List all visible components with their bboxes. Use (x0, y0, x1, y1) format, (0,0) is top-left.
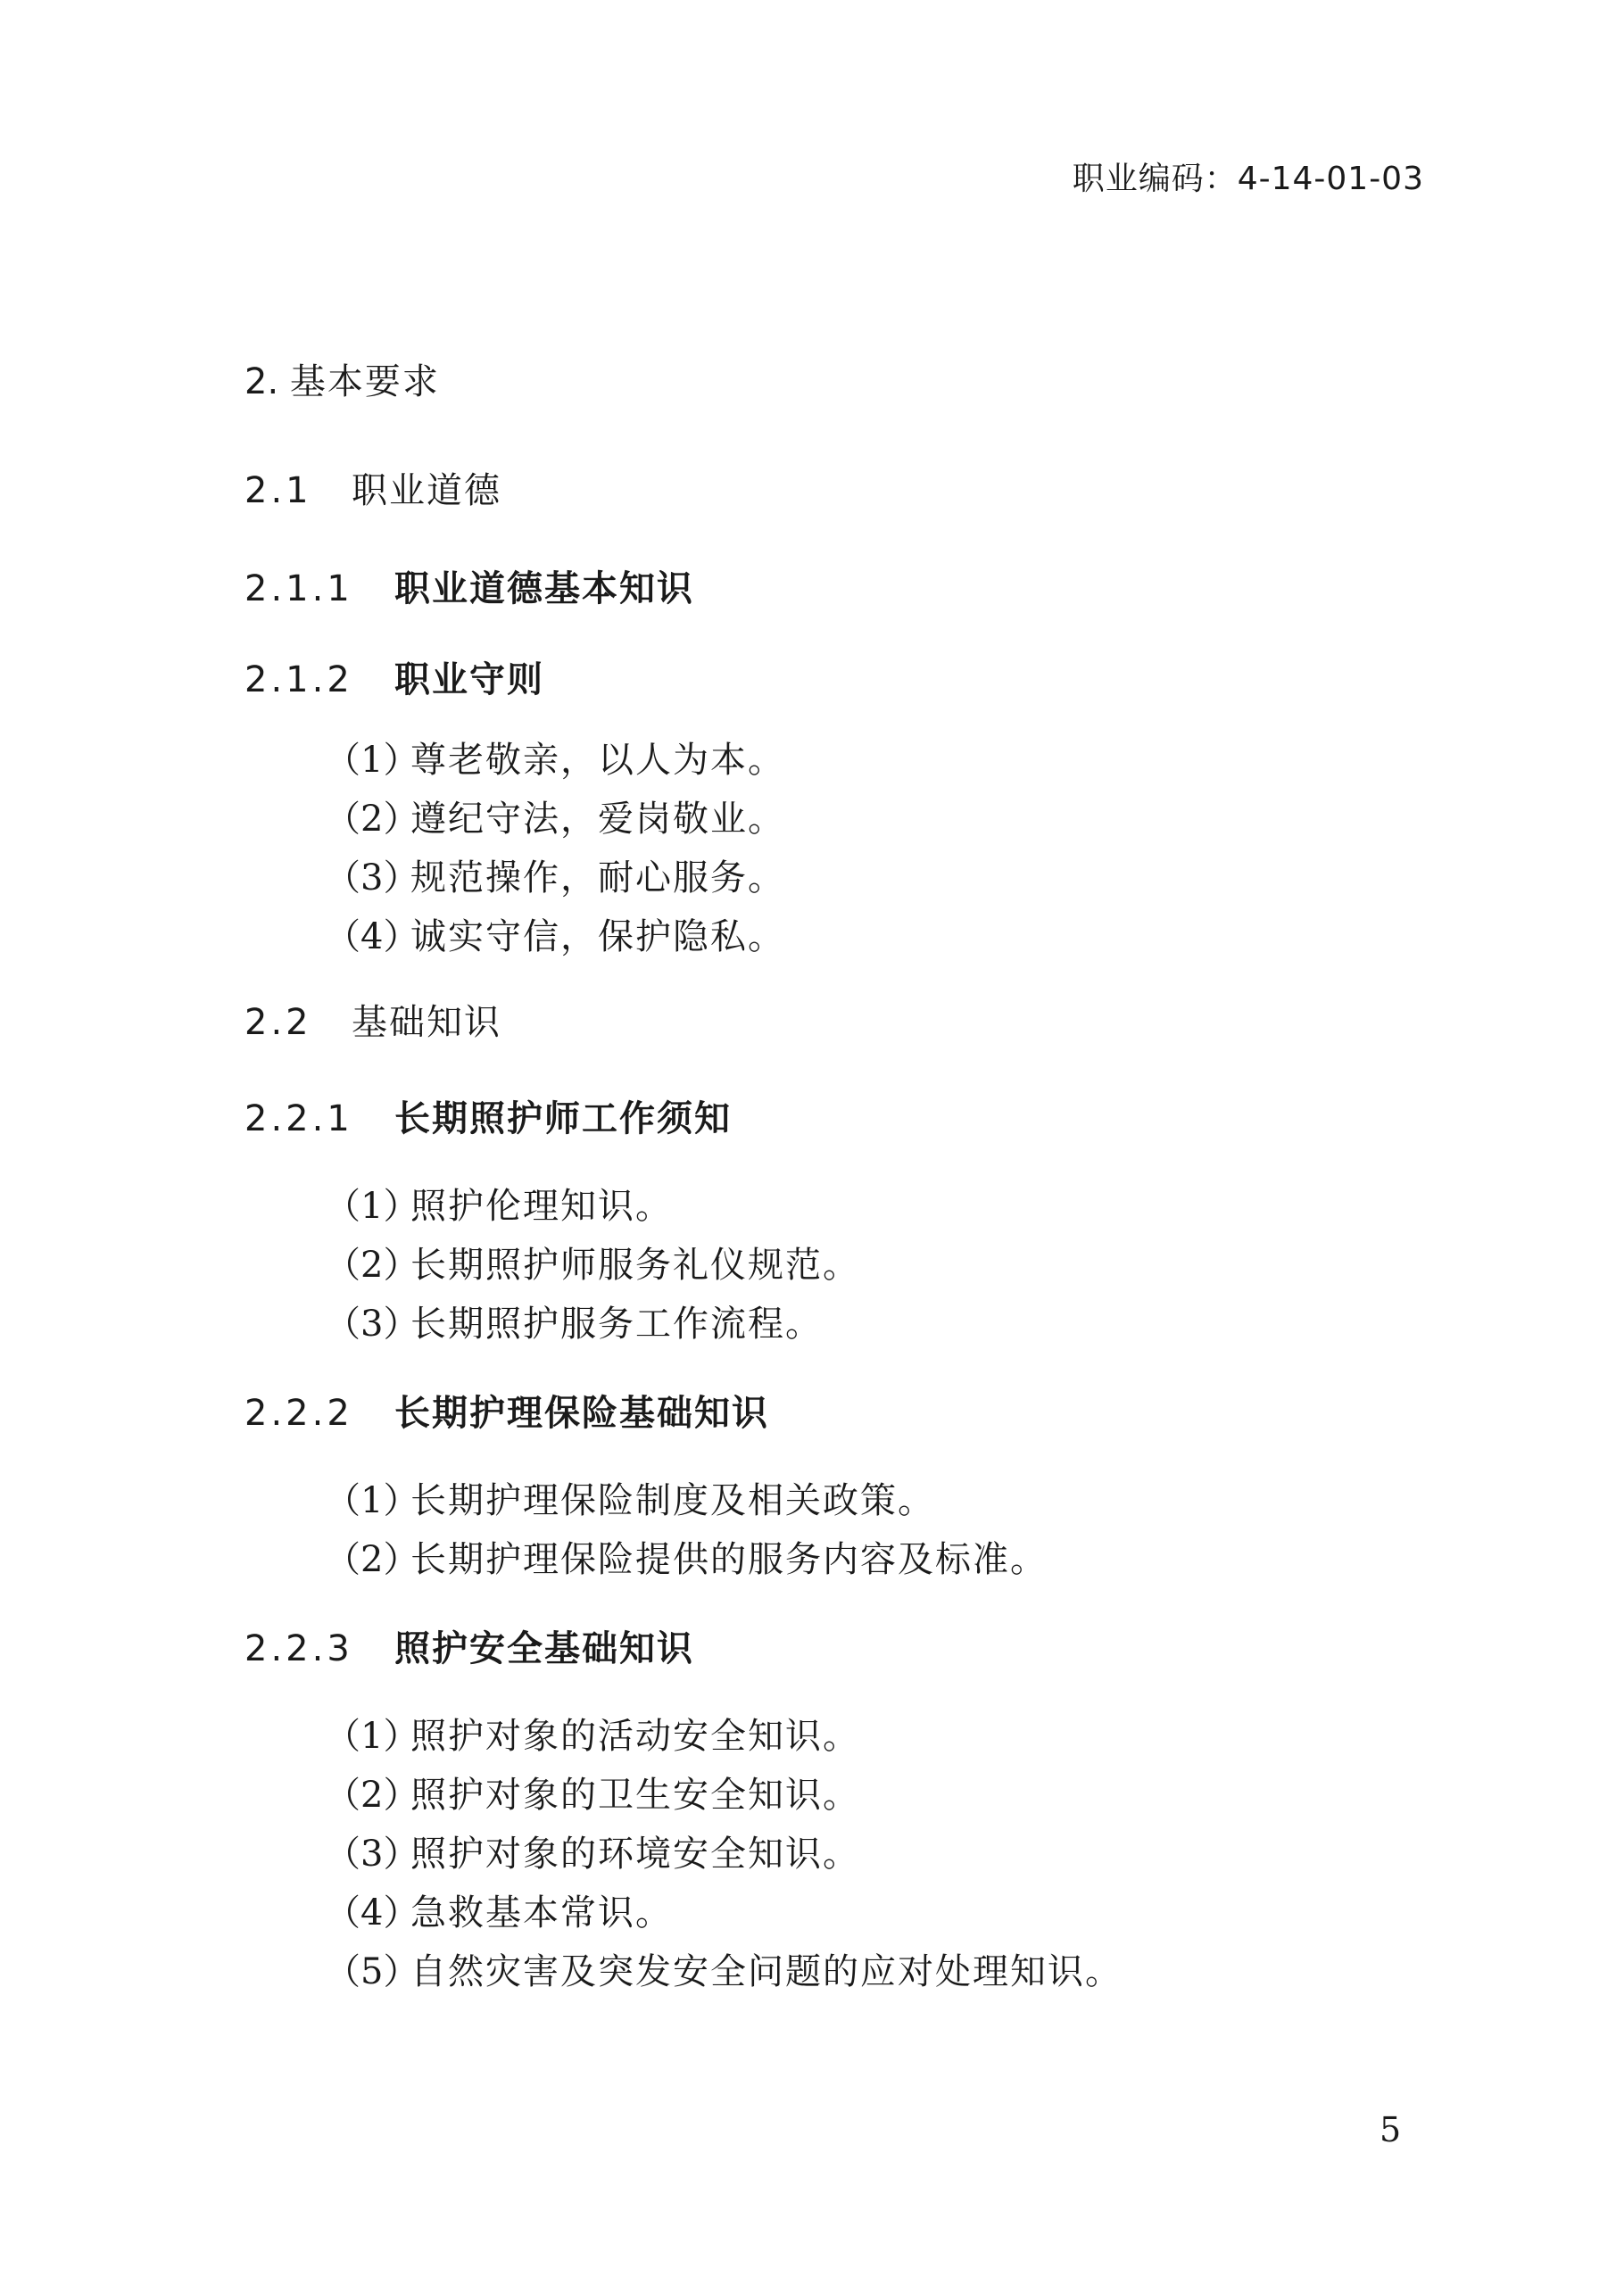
section-heading-basic-requirements (244, 353, 440, 404)
heading-2-1-1 (244, 560, 694, 611)
item-text: 自然灾害及突发安全问题的应对处理知识。 (410, 1951, 1123, 1992)
item-text: 长期照护师服务礼仪规范。 (410, 1245, 860, 1286)
item-number: （3） (325, 1834, 419, 1875)
item-number: （2） (325, 799, 419, 840)
item-text: 照护对象的环境安全知识。 (410, 1834, 860, 1875)
item-text: 照护伦理知识。 (410, 1186, 673, 1227)
item-number: （5） (325, 1951, 419, 1992)
item-number: （1） (325, 740, 419, 781)
item-text: 诚实守信，保护隐私。 (410, 916, 785, 957)
list-item (325, 1178, 673, 1229)
list-item (325, 1708, 860, 1759)
heading-number: 2.2.3 (244, 1628, 353, 1669)
heading-number: 2.1.1 (244, 568, 353, 609)
item-text: 急救基本常识。 (410, 1892, 673, 1933)
heading-title: 基础知识 (352, 1002, 501, 1043)
list-item (325, 1531, 1048, 1582)
section-title: 基本要求 (289, 361, 440, 402)
section-number: 2. (244, 361, 279, 402)
item-number: （2） (325, 1775, 419, 1816)
item-number: （4） (325, 1892, 419, 1933)
heading-number: 2.2 (244, 1002, 312, 1043)
item-text: 遵纪守法，爱岗敬业。 (410, 799, 785, 840)
list-item (325, 1237, 860, 1288)
heading-2-1-2 (244, 651, 544, 702)
list-item (325, 1472, 935, 1523)
list-item (325, 1884, 673, 1935)
item-text: 长期护理保险制度及相关政策。 (410, 1480, 935, 1521)
heading-2-2-1 (244, 1090, 732, 1141)
heading-title: 长期照护师工作须知 (394, 1098, 732, 1139)
item-text: 长期照护服务工作流程。 (410, 1304, 823, 1345)
heading-number: 2.2.2 (244, 1393, 353, 1434)
item-text: 尊老敬亲，以人为本。 (410, 740, 785, 781)
heading-2-2-2 (244, 1385, 769, 1436)
list-item (325, 1296, 823, 1346)
item-text: 照护对象的卫生安全知识。 (410, 1775, 860, 1816)
page-number: 5 (1380, 2110, 1402, 2149)
heading-2-2 (244, 994, 501, 1045)
heading-2-1 (244, 462, 501, 513)
item-number: （3） (325, 1304, 419, 1345)
item-text: 长期护理保险提供的服务内容及标准。 (410, 1539, 1048, 1580)
heading-title: 职业守则 (394, 659, 544, 700)
item-number: （2） (325, 1539, 419, 1580)
heading-number: 2.2.1 (244, 1098, 353, 1139)
list-item (325, 732, 785, 782)
heading-title: 职业道德基本知识 (394, 568, 694, 609)
heading-2-2-3 (244, 1620, 694, 1671)
heading-title: 照护安全基础知识 (394, 1628, 694, 1669)
list-item (325, 791, 785, 841)
item-number: （1） (325, 1480, 419, 1521)
list-item (325, 908, 785, 959)
heading-number: 2.1 (244, 470, 312, 511)
heading-title: 职业道德 (352, 470, 501, 511)
item-number: （1） (325, 1716, 419, 1757)
item-text: 照护对象的活动安全知识。 (410, 1716, 860, 1757)
item-number: （1） (325, 1186, 419, 1227)
list-item (325, 1826, 860, 1876)
item-number: （2） (325, 1245, 419, 1286)
list-item (325, 1767, 860, 1817)
list-item (325, 849, 785, 900)
list-item (325, 1943, 1123, 1994)
item-number: （4） (325, 916, 419, 957)
heading-title: 长期护理保险基础知识 (394, 1393, 769, 1434)
item-number: （3） (325, 857, 419, 898)
occupation-code: 职业编码：4-14-01-03 (1072, 161, 1424, 197)
heading-number: 2.1.2 (244, 659, 353, 700)
item-text: 规范操作，耐心服务。 (410, 857, 785, 898)
